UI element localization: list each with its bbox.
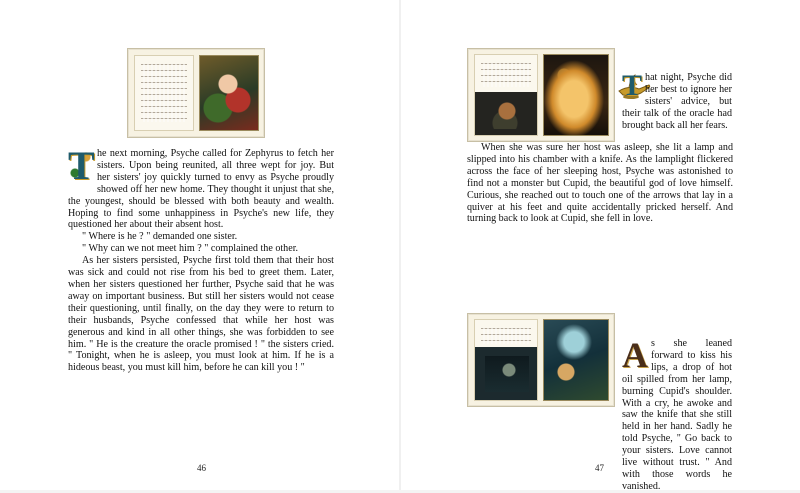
left-page-text (68, 143, 334, 378)
right-page-top-text (467, 142, 733, 225)
paragraph: " Where is he ? " demanded one sister. (82, 231, 238, 243)
left-illustration-thumbnail (127, 48, 265, 138)
thumbnail-text-page (474, 319, 538, 401)
right-page-bottom-intro (622, 335, 732, 492)
right-illustration-thumbnail-top (467, 48, 615, 142)
page-number-left: 46 (197, 463, 206, 473)
paragraph: As her sisters persisted, Psyche first told them that their host was sick and could not rise from his bed to greet them. Later, when her sisters questioned her further, Psyche said that he was away on important business. But still her sisters would not cease their questioning, until finally, on the day they were to return to their husbands, Psyche confessed that while her host was generous and kind in all other things, she was forbidden to see him. " He is the creature the oracle promised ! " the sisters cried. " Tonight, when he is asleep, you must look at him. If he is a hideous beast, you must kill him, before he can kill you ! " (68, 255, 334, 374)
page-gutter (399, 0, 401, 490)
thumbnail-artwork (543, 54, 609, 136)
right-page-top-intro (622, 69, 732, 138)
right-illustration-thumbnail-bottom (467, 313, 615, 407)
thumbnail-text-page (134, 55, 194, 131)
thumbnail-figure (489, 99, 523, 129)
thumbnail-artwork (543, 319, 609, 401)
paragraph: " Why can we not meet him ? " complained the other. (82, 243, 299, 255)
thumbnail-figure (485, 356, 529, 392)
paragraph: s she leaned forward to kiss his lips, a drop of hot oil spilled from her lamp, burning Cupid's shoulder. With a cry, he awoke and saw the knife that she still held in her hand. Sadly he told Psyche, " Go back to your sisters. Love cannot live without trust. " And with those words he vanished. (622, 338, 732, 492)
dropcap-letter: T (622, 69, 643, 102)
paragraph: hat night, Psyche did her best to ignore her sisters' advice, but their talk of the oracle had brought back all her fears. (622, 72, 732, 131)
paragraph: When she was sure her host was asleep, she lit a lamp and slipped into his chamber with a knife. As the lamplight flickered across the face of her sleeping host, Psyche was astonished to find not a monster but Cupid, the beautiful god of love himself. Curious, she reached out to touch one of the arrows that lay in a quiver at his feet and quite accidentally pricked herself. And turning back to look at Cupid, she fell in love. (467, 142, 733, 225)
thumbnail-artwork (199, 55, 259, 131)
paragraph: he next morning, Psyche called for Zephyrus to fetch her sisters. Upon being reunited, all three wept for joy. But her sisters' joy quickly turned to envy as Psyche proudly showed off her new home. They thought it unjust that she, the youngest, should be blessed with both beauty and wealth. Hoping to find some unhappiness in Psyche's new life, they questioned her about their absent host. (68, 148, 334, 231)
dropcap-letter: T (68, 143, 95, 188)
dropcap-letter: A (622, 335, 648, 375)
thumbnail-text-page (474, 54, 538, 136)
page-number-right: 47 (595, 463, 604, 473)
